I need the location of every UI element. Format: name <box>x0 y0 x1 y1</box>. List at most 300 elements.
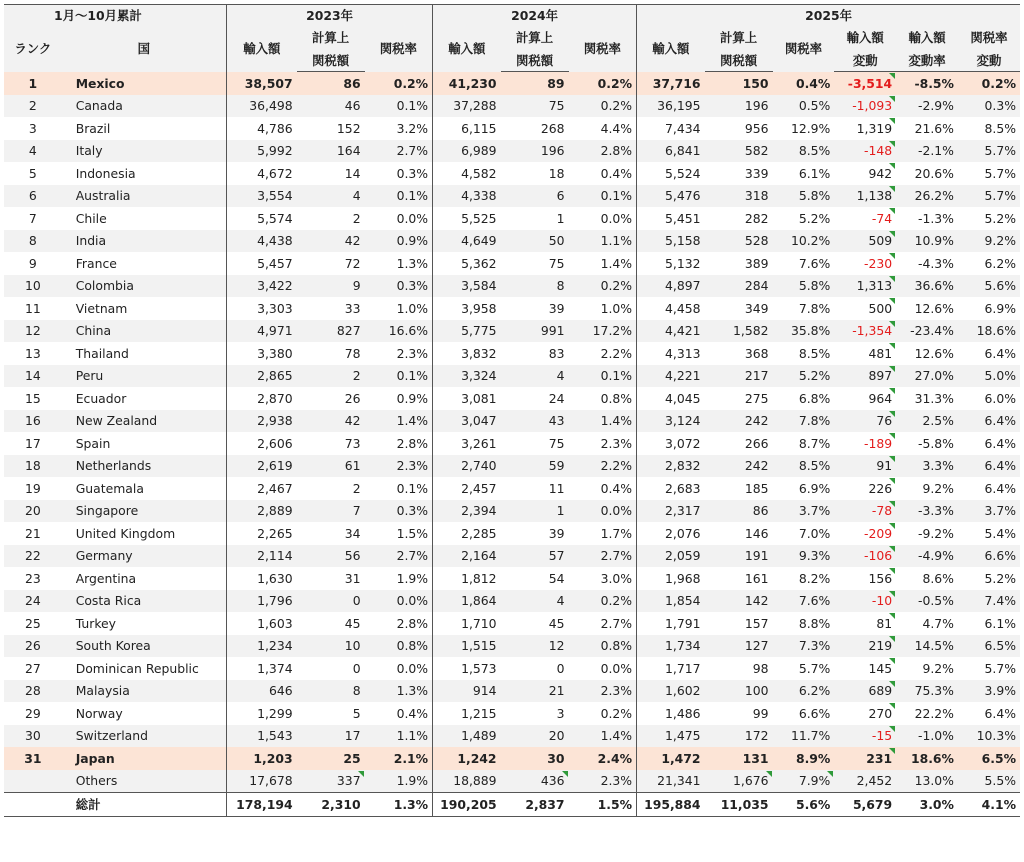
rate-2024-cell: 4.4% <box>569 117 637 140</box>
rank-cell: 9 <box>4 252 62 275</box>
tariff-2024-cell: 75 <box>501 252 569 275</box>
import-change-cell: 226 <box>834 477 896 500</box>
rate-2023-cell: 0.0% <box>365 207 433 230</box>
import-change-header-l1: 輸入額 <box>834 25 896 48</box>
table-row <box>4 477 1020 500</box>
tariff-2025-cell: 242 <box>705 410 773 433</box>
tariff-2023-cell: 46 <box>297 95 365 118</box>
rank-cell: 21 <box>4 522 62 545</box>
tariff-2023-cell: 78 <box>297 342 365 365</box>
import-2025-cell: 2,317 <box>637 500 705 523</box>
import-change-cell: 1,313 <box>834 275 896 298</box>
tariff-2024-cell: 43 <box>501 410 569 433</box>
rate-change-cell: 3.7% <box>958 500 1020 523</box>
table-row <box>4 95 1020 118</box>
import-2025-cell: 1,475 <box>637 725 705 748</box>
tariff-2023-cell: 73 <box>297 432 365 455</box>
import-2023-cell: 2,467 <box>227 477 297 500</box>
import-change-pct-cell: -4.9% <box>896 545 958 568</box>
rate-2024-cell: 0.8% <box>569 387 637 410</box>
rate-2024-cell: 1.5% <box>569 793 637 817</box>
import-change-cell: 1,138 <box>834 185 896 208</box>
import-2025-cell: 37,716 <box>637 72 705 95</box>
rate-2025-cell: 8.2% <box>773 567 835 590</box>
country-cell: Argentina <box>62 567 227 590</box>
import-2023-cell: 2,938 <box>227 410 297 433</box>
rate-2025-cell: 12.9% <box>773 117 835 140</box>
rate-2024-cell: 0.2% <box>569 275 637 298</box>
total-row <box>4 793 1020 817</box>
import-2024-cell: 1,710 <box>433 612 501 635</box>
table-row <box>4 500 1020 523</box>
tariff-header-2023-l1: 計算上 <box>297 25 365 48</box>
tariff-2023-cell: 56 <box>297 545 365 568</box>
tariff-2024-cell: 57 <box>501 545 569 568</box>
table-row <box>4 162 1020 185</box>
rate-2025-cell: 7.0% <box>773 522 835 545</box>
table-row <box>4 612 1020 635</box>
rate-change-cell: 4.1% <box>958 793 1020 817</box>
rate-change-cell: 5.7% <box>958 162 1020 185</box>
rank-cell: 12 <box>4 320 62 343</box>
tariff-header-2023-l2: 関税額 <box>297 48 365 72</box>
country-cell: South Korea <box>62 635 227 658</box>
import-2024-cell: 5,362 <box>433 252 501 275</box>
import-change-pct-cell: 75.3% <box>896 680 958 703</box>
import-change-cell: -230 <box>834 252 896 275</box>
import-change-pct-cell: 20.6% <box>896 162 958 185</box>
country-cell: Norway <box>62 702 227 725</box>
rate-2025-cell: 7.8% <box>773 297 835 320</box>
import-header-2024: 輸入額 <box>433 25 501 72</box>
import-2023-cell: 2,606 <box>227 432 297 455</box>
tariff-2024-cell: 991 <box>501 320 569 343</box>
import-2024-cell: 190,205 <box>433 793 501 817</box>
tariff-2024-cell: 45 <box>501 612 569 635</box>
rate-2023-cell: 2.3% <box>365 455 433 478</box>
rank-cell: 26 <box>4 635 62 658</box>
import-2023-cell: 3,554 <box>227 185 297 208</box>
import-change-pct-cell: 13.0% <box>896 770 958 793</box>
rate-2023-cell: 1.9% <box>365 770 433 793</box>
rate-2025-cell: 7.3% <box>773 635 835 658</box>
rank-cell: 19 <box>4 477 62 500</box>
import-change-cell: -3,514 <box>834 72 896 95</box>
import-2025-cell: 7,434 <box>637 117 705 140</box>
import-2024-cell: 5,525 <box>433 207 501 230</box>
table-row <box>4 432 1020 455</box>
tariff-2024-cell: 2,837 <box>501 793 569 817</box>
table-row <box>4 522 1020 545</box>
tariff-2025-cell: 191 <box>705 545 773 568</box>
import-2025-cell: 1,734 <box>637 635 705 658</box>
rate-header-2024: 関税率 <box>569 25 637 72</box>
table-row <box>4 545 1020 568</box>
import-change-pct-cell: 4.7% <box>896 612 958 635</box>
table-row <box>4 342 1020 365</box>
import-2025-cell: 1,968 <box>637 567 705 590</box>
import-change-pct-cell: 2.5% <box>896 410 958 433</box>
table-row <box>4 117 1020 140</box>
table-body <box>4 72 1020 817</box>
import-2024-cell: 3,832 <box>433 342 501 365</box>
rate-change-cell: 6.4% <box>958 410 1020 433</box>
tariff-2025-cell: 282 <box>705 207 773 230</box>
import-2023-cell: 178,194 <box>227 793 297 817</box>
rate-2025-cell: 6.9% <box>773 477 835 500</box>
tariff-2024-cell: 1 <box>501 207 569 230</box>
rate-2024-cell: 0.1% <box>569 185 637 208</box>
tariff-2023-cell: 61 <box>297 455 365 478</box>
rate-2025-cell: 8.8% <box>773 612 835 635</box>
tariff-header-2024-l2: 関税額 <box>501 48 569 72</box>
table-row <box>4 455 1020 478</box>
table-row <box>4 657 1020 680</box>
import-change-pct-cell: 3.0% <box>896 793 958 817</box>
tariff-2023-cell: 2 <box>297 477 365 500</box>
rate-2023-cell: 0.1% <box>365 185 433 208</box>
rate-2025-cell: 6.6% <box>773 702 835 725</box>
country-cell: Spain <box>62 432 227 455</box>
tariff-2024-cell: 75 <box>501 432 569 455</box>
table-row <box>4 635 1020 658</box>
rate-2024-cell: 1.4% <box>569 410 637 433</box>
tariff-2024-cell: 59 <box>501 455 569 478</box>
table-row <box>4 680 1020 703</box>
import-2024-cell: 1,242 <box>433 747 501 770</box>
tariff-2025-cell: 196 <box>705 95 773 118</box>
tariff-2025-cell: 266 <box>705 432 773 455</box>
rate-2025-cell: 5.8% <box>773 275 835 298</box>
import-2025-cell: 195,884 <box>637 793 705 817</box>
rate-2023-cell: 2.7% <box>365 140 433 163</box>
import-2025-cell: 5,132 <box>637 252 705 275</box>
tariff-2025-cell: 172 <box>705 725 773 748</box>
rank-cell: 15 <box>4 387 62 410</box>
import-change-pct-cell: 26.2% <box>896 185 958 208</box>
rate-2024-cell: 0.2% <box>569 702 637 725</box>
rate-2023-cell: 1.3% <box>365 680 433 703</box>
country-cell: Chile <box>62 207 227 230</box>
year-2024-header: 2024年 <box>433 5 637 26</box>
import-2025-cell: 1,791 <box>637 612 705 635</box>
import-2023-cell: 4,672 <box>227 162 297 185</box>
import-2025-cell: 1,602 <box>637 680 705 703</box>
import-change-pct-cell: 31.3% <box>896 387 958 410</box>
rate-change-cell: 6.0% <box>958 387 1020 410</box>
tariff-header-2025-l2: 関税額 <box>705 48 773 72</box>
rate-2024-cell: 2.3% <box>569 432 637 455</box>
tariff-2023-cell: 34 <box>297 522 365 545</box>
rate-2025-cell: 6.2% <box>773 680 835 703</box>
import-2023-cell: 1,796 <box>227 590 297 613</box>
tariff-2025-cell: 100 <box>705 680 773 703</box>
rate-change-cell: 6.2% <box>958 252 1020 275</box>
rate-2023-cell: 1.9% <box>365 567 433 590</box>
import-change-cell: -1,354 <box>834 320 896 343</box>
rate-2025-cell: 6.8% <box>773 387 835 410</box>
tariff-2024-cell: 30 <box>501 747 569 770</box>
country-cell: Dominican Republic <box>62 657 227 680</box>
import-2024-cell: 3,958 <box>433 297 501 320</box>
tariff-2023-cell: 7 <box>297 500 365 523</box>
import-2025-cell: 1,486 <box>637 702 705 725</box>
country-cell: Switzerland <box>62 725 227 748</box>
country-cell: New Zealand <box>62 410 227 433</box>
rate-2023-cell: 0.0% <box>365 657 433 680</box>
import-change-pct-cell: -1.3% <box>896 207 958 230</box>
import-2023-cell: 2,265 <box>227 522 297 545</box>
tariff-2024-cell: 24 <box>501 387 569 410</box>
import-2025-cell: 1,854 <box>637 590 705 613</box>
rank-cell: 13 <box>4 342 62 365</box>
import-2023-cell: 4,786 <box>227 117 297 140</box>
table-row <box>4 770 1020 793</box>
rate-2024-cell: 0.0% <box>569 500 637 523</box>
rate-change-cell: 0.2% <box>958 72 1020 95</box>
tariff-2023-cell: 0 <box>297 657 365 680</box>
period-label: 1月～10月累計 <box>4 5 227 26</box>
rate-2025-cell: 7.6% <box>773 590 835 613</box>
import-change-cell: 81 <box>834 612 896 635</box>
import-change-pct-cell: -8.5% <box>896 72 958 95</box>
import-change-pct-cell: -2.1% <box>896 140 958 163</box>
import-2023-cell: 3,303 <box>227 297 297 320</box>
import-2025-cell: 2,683 <box>637 477 705 500</box>
rate-2024-cell: 0.2% <box>569 72 637 95</box>
tariff-2024-cell: 83 <box>501 342 569 365</box>
import-2023-cell: 1,630 <box>227 567 297 590</box>
import-change-cell: -74 <box>834 207 896 230</box>
tariff-2025-cell: 1,582 <box>705 320 773 343</box>
country-cell: Peru <box>62 365 227 388</box>
import-2024-cell: 1,515 <box>433 635 501 658</box>
country-cell: India <box>62 230 227 253</box>
tariff-2023-cell: 2,310 <box>297 793 365 817</box>
rank-cell: 5 <box>4 162 62 185</box>
tariff-2023-cell: 152 <box>297 117 365 140</box>
tariff-2023-cell: 17 <box>297 725 365 748</box>
tariff-2024-cell: 21 <box>501 680 569 703</box>
import-change-cell: 2,452 <box>834 770 896 793</box>
import-2023-cell: 5,457 <box>227 252 297 275</box>
tariff-2025-cell: 284 <box>705 275 773 298</box>
tariff-2023-cell: 45 <box>297 612 365 635</box>
import-2024-cell: 3,047 <box>433 410 501 433</box>
country-cell: 総計 <box>62 793 227 817</box>
import-change-pct-cell: -2.9% <box>896 95 958 118</box>
country-cell: Thailand <box>62 342 227 365</box>
country-cell: Guatemala <box>62 477 227 500</box>
rank-cell: 14 <box>4 365 62 388</box>
import-2025-cell: 5,524 <box>637 162 705 185</box>
rank-cell: 23 <box>4 567 62 590</box>
tariff-2023-cell: 0 <box>297 590 365 613</box>
import-change-pct-cell: 22.2% <box>896 702 958 725</box>
country-cell: Brazil <box>62 117 227 140</box>
rate-2024-cell: 1.1% <box>569 230 637 253</box>
rate-header-2023: 関税率 <box>365 25 433 72</box>
rate-change-cell: 6.9% <box>958 297 1020 320</box>
country-cell: Italy <box>62 140 227 163</box>
import-2025-cell: 3,124 <box>637 410 705 433</box>
rate-change-cell: 6.4% <box>958 702 1020 725</box>
rate-2024-cell: 2.2% <box>569 455 637 478</box>
rate-2023-cell: 0.0% <box>365 590 433 613</box>
rate-2025-cell: 11.7% <box>773 725 835 748</box>
import-change-cell: -209 <box>834 522 896 545</box>
country-cell: Singapore <box>62 500 227 523</box>
rank-header: ランク <box>4 25 62 72</box>
import-change-pct-cell: 14.5% <box>896 635 958 658</box>
import-2025-cell: 5,476 <box>637 185 705 208</box>
rate-2023-cell: 2.3% <box>365 342 433 365</box>
import-change-cell: 689 <box>834 680 896 703</box>
table-row <box>4 702 1020 725</box>
import-change-pct-cell: 3.3% <box>896 455 958 478</box>
import-change-cell: -189 <box>834 432 896 455</box>
tariff-2025-cell: 368 <box>705 342 773 365</box>
rate-2024-cell: 1.4% <box>569 725 637 748</box>
import-2023-cell: 1,603 <box>227 612 297 635</box>
rank-cell: 3 <box>4 117 62 140</box>
rate-2025-cell: 5.7% <box>773 657 835 680</box>
import-2024-cell: 4,649 <box>433 230 501 253</box>
rate-2024-cell: 17.2% <box>569 320 637 343</box>
import-change-pct-cell: -1.0% <box>896 725 958 748</box>
import-change-cell: 270 <box>834 702 896 725</box>
tariff-table <box>4 4 1020 817</box>
import-2025-cell: 4,221 <box>637 365 705 388</box>
tariff-2024-cell: 89 <box>501 72 569 95</box>
import-change-pct-cell: 12.6% <box>896 297 958 320</box>
rate-2023-cell: 0.1% <box>365 95 433 118</box>
tariff-2025-cell: 217 <box>705 365 773 388</box>
tariff-2024-cell: 18 <box>501 162 569 185</box>
rate-2024-cell: 0.1% <box>569 365 637 388</box>
import-change-pct-cell: -4.3% <box>896 252 958 275</box>
rate-2025-cell: 5.2% <box>773 207 835 230</box>
tariff-2023-cell: 2 <box>297 207 365 230</box>
import-2024-cell: 2,740 <box>433 455 501 478</box>
country-cell: France <box>62 252 227 275</box>
rate-header-2025: 関税率 <box>773 25 835 72</box>
rate-2025-cell: 5.8% <box>773 185 835 208</box>
country-cell: Australia <box>62 185 227 208</box>
import-change-pct-cell: 9.2% <box>896 657 958 680</box>
rate-2024-cell: 2.4% <box>569 747 637 770</box>
rate-2025-cell: 7.8% <box>773 410 835 433</box>
country-cell: Indonesia <box>62 162 227 185</box>
import-2023-cell: 1,234 <box>227 635 297 658</box>
tariff-2023-cell: 8 <box>297 680 365 703</box>
tariff-2025-cell: 127 <box>705 635 773 658</box>
import-change-header-l2: 変動 <box>834 48 896 72</box>
tariff-2023-cell: 2 <box>297 365 365 388</box>
country-cell: Costa Rica <box>62 590 227 613</box>
rate-2023-cell: 0.9% <box>365 230 433 253</box>
tariff-2023-cell: 14 <box>297 162 365 185</box>
tariff-2025-cell: 185 <box>705 477 773 500</box>
import-2023-cell: 3,380 <box>227 342 297 365</box>
import-2023-cell: 1,203 <box>227 747 297 770</box>
table-row <box>4 747 1020 770</box>
import-pct-header-l1: 輸入額 <box>896 25 958 48</box>
rate-change-cell: 6.5% <box>958 635 1020 658</box>
import-2024-cell: 37,288 <box>433 95 501 118</box>
tariff-2023-cell: 86 <box>297 72 365 95</box>
import-2023-cell: 3,422 <box>227 275 297 298</box>
rank-cell: 7 <box>4 207 62 230</box>
table-row <box>4 185 1020 208</box>
rate-2025-cell: 5.6% <box>773 793 835 817</box>
import-2025-cell: 2,076 <box>637 522 705 545</box>
rank-cell: 1 <box>4 72 62 95</box>
rate-2023-cell: 1.3% <box>365 793 433 817</box>
rate-2023-cell: 0.4% <box>365 702 433 725</box>
table-row <box>4 297 1020 320</box>
rate-change-cell: 10.3% <box>958 725 1020 748</box>
tariff-2023-cell: 5 <box>297 702 365 725</box>
tariff-2024-cell: 50 <box>501 230 569 253</box>
import-2023-cell: 36,498 <box>227 95 297 118</box>
tariff-2024-cell: 436 <box>501 770 569 793</box>
import-2023-cell: 2,114 <box>227 545 297 568</box>
tariff-2025-cell: 99 <box>705 702 773 725</box>
import-change-pct-cell: 27.0% <box>896 365 958 388</box>
import-change-cell: 1,319 <box>834 117 896 140</box>
table-row <box>4 725 1020 748</box>
import-change-cell: 231 <box>834 747 896 770</box>
rate-2023-cell: 16.6% <box>365 320 433 343</box>
import-2024-cell: 1,812 <box>433 567 501 590</box>
table-row <box>4 252 1020 275</box>
rate-2024-cell: 3.0% <box>569 567 637 590</box>
tariff-2024-cell: 54 <box>501 567 569 590</box>
import-2024-cell: 6,115 <box>433 117 501 140</box>
rate-2025-cell: 6.1% <box>773 162 835 185</box>
import-change-pct-cell: -9.2% <box>896 522 958 545</box>
rate-change-cell: 3.9% <box>958 680 1020 703</box>
rate-change-cell: 8.5% <box>958 117 1020 140</box>
rate-change-cell: 5.0% <box>958 365 1020 388</box>
country-cell: Netherlands <box>62 455 227 478</box>
import-2024-cell: 2,285 <box>433 522 501 545</box>
rate-2025-cell: 3.7% <box>773 500 835 523</box>
rate-2024-cell: 0.4% <box>569 162 637 185</box>
rate-2023-cell: 1.5% <box>365 522 433 545</box>
tariff-2025-cell: 86 <box>705 500 773 523</box>
import-change-cell: 942 <box>834 162 896 185</box>
rate-2025-cell: 5.2% <box>773 365 835 388</box>
rate-2025-cell: 8.5% <box>773 140 835 163</box>
import-header-2023: 輸入額 <box>227 25 297 72</box>
rate-2024-cell: 0.8% <box>569 635 637 658</box>
import-2023-cell: 17,678 <box>227 770 297 793</box>
import-change-pct-cell: 9.2% <box>896 477 958 500</box>
tariff-2025-cell: 150 <box>705 72 773 95</box>
rate-2023-cell: 3.2% <box>365 117 433 140</box>
import-change-cell: -106 <box>834 545 896 568</box>
import-2023-cell: 5,574 <box>227 207 297 230</box>
import-change-pct-cell: 10.9% <box>896 230 958 253</box>
import-2025-cell: 4,897 <box>637 275 705 298</box>
country-cell: Malaysia <box>62 680 227 703</box>
import-change-cell: 897 <box>834 365 896 388</box>
rate-2024-cell: 2.3% <box>569 770 637 793</box>
rate-2023-cell: 0.1% <box>365 365 433 388</box>
rate-2024-cell: 2.3% <box>569 680 637 703</box>
